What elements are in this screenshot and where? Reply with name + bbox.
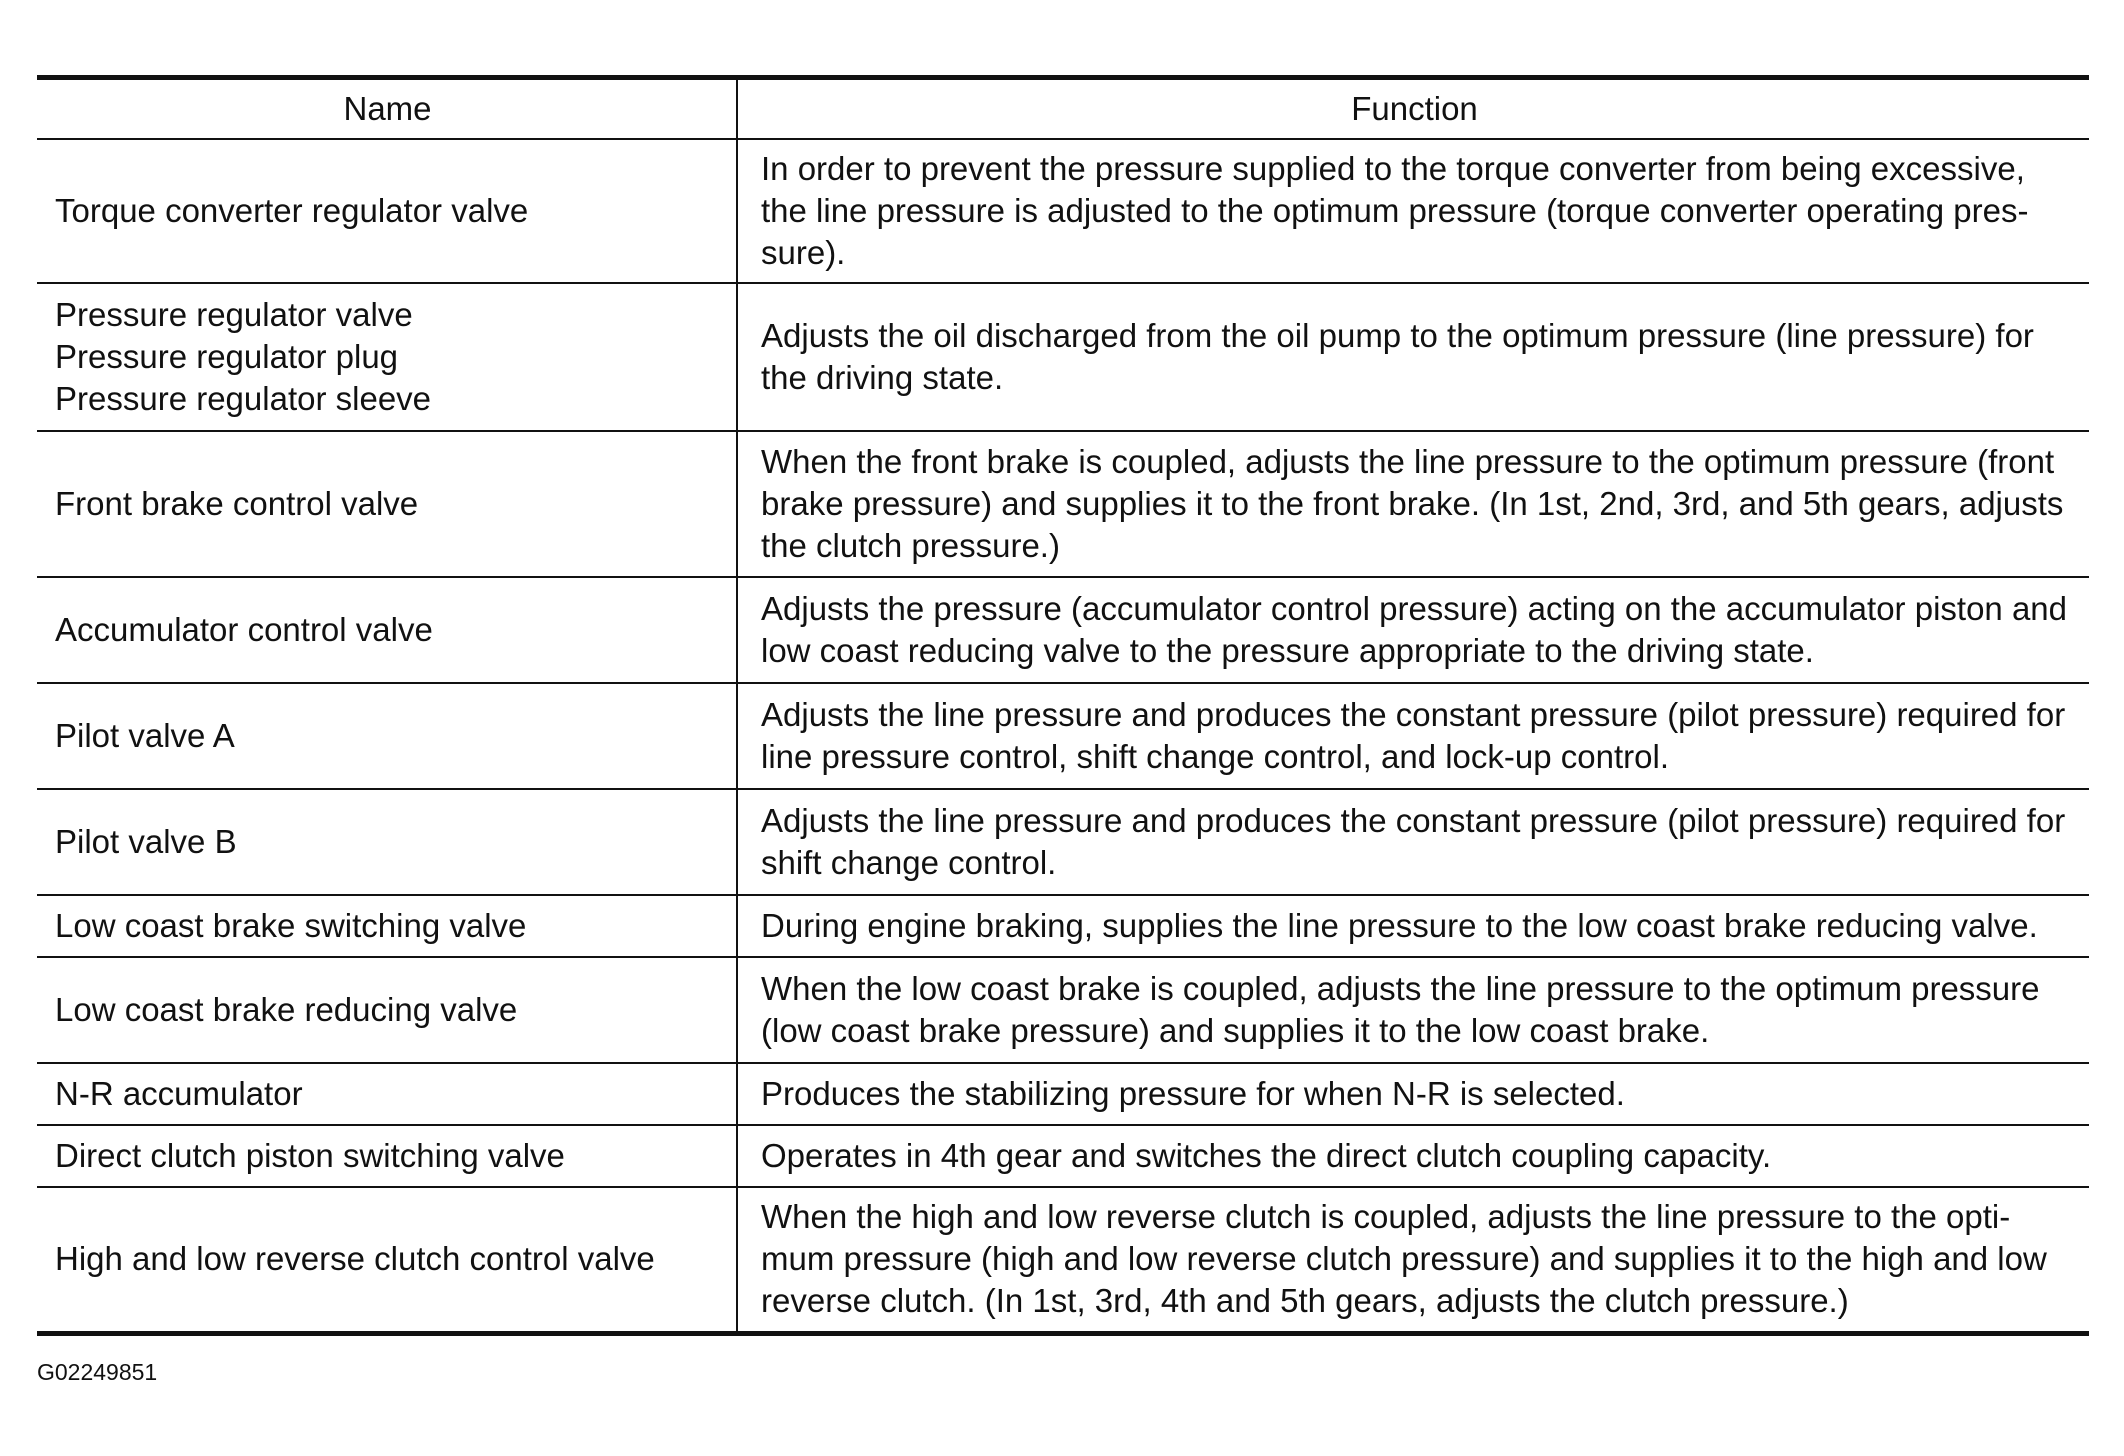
name-cell [37,1125,737,1187]
name-cell [37,1187,737,1333]
name-text: Direct clutch piston switching valve [55,1137,565,1174]
function-cell: Operates in 4th gear and switches the direct clutch coupling capacity. [737,1125,2089,1187]
name-cell [37,957,737,1063]
name-cell [37,431,737,577]
name-cell [37,1063,737,1125]
name-text: Pressure regulator plug [55,338,399,375]
name-cell [37,789,737,895]
name-cell [37,683,737,789]
table-row [37,1187,2089,1333]
table-row [37,283,2089,431]
column-header-function: Function [737,78,2089,140]
figure-code: G02249851 [37,1359,158,1385]
function-cell: Produces the stabilizing pressure for when N-R is selected. [737,1063,2089,1125]
table-row [37,1125,2089,1187]
name-cell [37,577,737,683]
name-text: Pressure regulator valve [55,296,413,333]
function-cell: Adjusts the line pressure and produces the constant pressure (pilot pressure) required for shift change control. [737,789,2089,895]
table-row [37,431,2089,577]
name-text: High and low reverse clutch control valve [55,1240,655,1278]
table-row [37,789,2089,895]
name-text: Torque converter regulator valve [55,192,529,229]
function-cell: Adjusts the line pressure and produces the constant pressure (pilot pressure) required for line pressure control, shift change control, and lock-up control. [737,683,2089,789]
name-cell [37,139,737,283]
name-text: Low coast brake reducing valve [55,991,518,1028]
name-cell [37,895,737,957]
name-text: Low coast brake switching valve [55,907,527,944]
function-cell: In order to prevent the pressure supplied to the torque converter from being excessive, the line pressure is adjusted to the optimum pressure (torque converter operating pres-sure). [737,139,2089,283]
function-cell: When the front brake is coupled, adjusts the line pressure to the optimum pressure (front brake pressure) and supplies it to the front brake. (In 1st, 2nd, 3rd, and 5th gears, adjusts the clutch pressure.) [737,431,2089,577]
name-cell [37,283,737,431]
name-text: Front brake control valve [55,485,419,522]
table-header-row [37,78,2089,140]
name-text: Accumulator control valve [55,611,433,648]
function-cell: Adjusts the pressure (accumulator control pressure) acting on the accumulator piston and low coast reducing valve to the pressure appropriate to the driving state. [737,577,2089,683]
table-row [37,957,2089,1063]
table-row [37,577,2089,683]
function-cell: During engine braking, supplies the line pressure to the low coast brake reducing valve. [737,895,2089,957]
name-text: Pilot valve A [55,717,235,754]
function-cell: When the low coast brake is coupled, adjusts the line pressure to the optimum pressure (low coast brake pressure) and supplies it to the low coast brake. [737,957,2089,1063]
column-header-name: Name [37,78,737,140]
function-cell: Adjusts the oil discharged from the oil pump to the optimum pressure (line pressure) for the driving state. [737,283,2089,431]
valve-function-table [37,75,2089,1336]
function-cell: When the high and low reverse clutch is coupled, adjusts the line pressure to the opti-mum pressure (high and low reverse clutch pressure) and supplies it to the high and low reverse clutch. (In 1st, 3rd, 4th and 5th gears, adjusts the clutch pressure.) [737,1187,2089,1333]
table-row [37,895,2089,957]
table-row [37,139,2089,283]
name-text: Pilot valve B [55,823,237,860]
table-row [37,1063,2089,1125]
name-text: N-R accumulator [55,1075,303,1112]
name-text: Pressure regulator sleeve [55,380,432,417]
table-row [37,683,2089,789]
